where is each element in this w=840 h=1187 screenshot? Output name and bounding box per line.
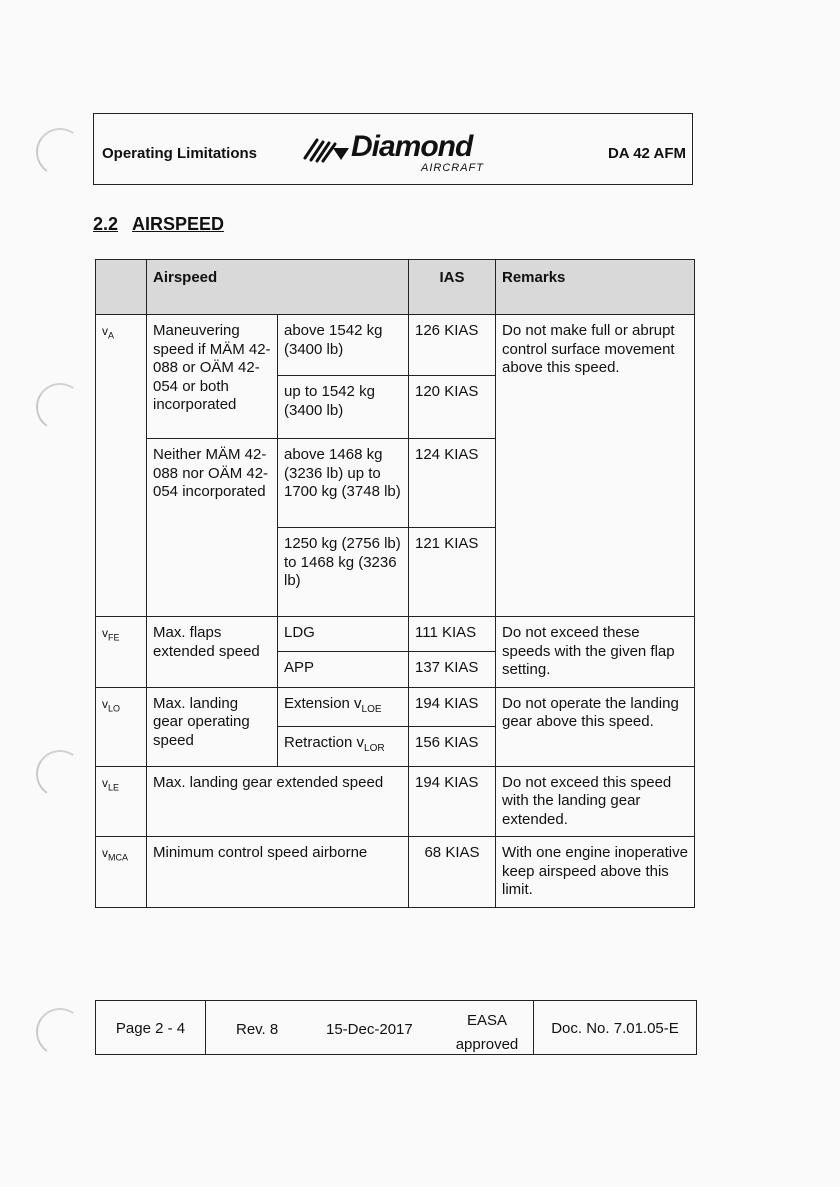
vfe-ias-1: 111 KIAS — [409, 617, 496, 652]
footer-page-number: Page 2 - 4 — [96, 1001, 206, 1054]
airspeed-table — [95, 259, 695, 908]
header-airspeed: Airspeed — [147, 260, 409, 315]
va-symbol: $v_A$ — [96, 315, 147, 617]
table-row — [96, 617, 695, 652]
va-ias-4: 121 KIAS — [409, 528, 496, 617]
diamond-wing-icon — [299, 134, 351, 164]
table-row — [96, 687, 695, 727]
vlo-retraction: Retraction $v_{LOR}$ — [278, 727, 409, 767]
section-heading — [93, 214, 224, 235]
vlo-ias-1: 194 KIAS — [409, 687, 496, 727]
va-ias-3: 124 KIAS — [409, 439, 496, 528]
diamond-logo — [299, 128, 499, 176]
punch-hole-3 — [32, 746, 88, 802]
vfe-remark: Do not exceed these speeds with the given flap setting. — [496, 617, 695, 688]
table-row — [96, 766, 695, 837]
va-condition-1: Maneuvering speed if MÄM 42-088 or OÄM 42-054 or both incorporated — [147, 315, 278, 439]
page-footer — [95, 1000, 697, 1055]
va-remark: Do not make full or abrupt control surface movement above this speed. — [496, 315, 695, 617]
vle-ias: 194 KIAS — [409, 766, 496, 837]
footer-approved: approved — [455, 1036, 519, 1053]
vfe-description: Max. flaps extended speed — [147, 617, 278, 688]
va-weight-1: above 1542 kg (3400 lb) — [278, 315, 409, 376]
punch-hole-2 — [32, 379, 88, 435]
vlo-description: Max. landing gear operating speed — [147, 687, 278, 766]
header-section-title: Operating Limitations — [102, 145, 258, 162]
logo-subtitle: AIRCRAFT — [421, 162, 484, 174]
section-number: 2.2 — [93, 214, 119, 234]
punch-hole-1 — [32, 124, 88, 180]
va-weight-4: 1250 kg (2756 lb) to 1468 kg (3236 lb) — [278, 528, 409, 617]
vmca-remark: With one engine inoperative keep airspeed above this limit. — [496, 837, 695, 908]
header-document-title: DA 42 AFM — [607, 145, 686, 162]
vlo-remark: Do not operate the landing gear above this speed. — [496, 687, 695, 766]
vmca-description: Minimum control speed airborne — [147, 837, 409, 908]
footer-revision: Rev. 8 — [236, 1021, 279, 1038]
logo-wordmark: Diamond — [351, 130, 473, 163]
table-header-row — [96, 260, 695, 315]
header-remarks: Remarks — [496, 260, 695, 315]
page-header — [93, 113, 693, 185]
va-condition-2: Neither MÄM 42-088 nor OÄM 42-054 incorporated — [147, 439, 278, 617]
section-title: AIRSPEED — [132, 214, 225, 234]
vlo-extension: Extension $v_{LOE}$ — [278, 687, 409, 727]
header-ias: IAS — [409, 260, 496, 315]
vlo-symbol: $v_{LO}$ — [96, 687, 147, 766]
vlo-ias-2: 156 KIAS — [409, 727, 496, 767]
vfe-setting-1: LDG — [278, 617, 409, 652]
footer-doc-number: Doc. No. 7.01.05-E — [533, 1001, 696, 1054]
punch-hole-4 — [32, 1004, 88, 1060]
footer-date: 15-Dec-2017 — [326, 1021, 413, 1038]
header-blank — [96, 260, 147, 315]
vfe-symbol: $v_{FE}$ — [96, 617, 147, 688]
table-row — [96, 837, 695, 908]
va-weight-3: above 1468 kg (3236 lb) up to 1700 kg (3748 lb) — [278, 439, 409, 528]
va-ias-2: 120 KIAS — [409, 376, 496, 439]
vmca-symbol: $v_{MCA}$ — [96, 837, 147, 908]
va-weight-2: up to 1542 kg (3400 lb) — [278, 376, 409, 439]
footer-approval — [441, 1009, 533, 1057]
va-ias-1: 126 KIAS — [409, 315, 496, 376]
vle-description: Max. landing gear extended speed — [147, 766, 409, 837]
vfe-setting-2: APP — [278, 652, 409, 687]
vmca-ias: 68 KIAS — [409, 837, 496, 908]
table-row — [96, 315, 695, 376]
vfe-ias-2: 137 KIAS — [409, 652, 496, 687]
footer-easa: EASA — [466, 1012, 508, 1029]
vle-symbol: $v_{LE}$ — [96, 766, 147, 837]
vle-remark: Do not exceed this speed with the landing gear extended. — [496, 766, 695, 837]
